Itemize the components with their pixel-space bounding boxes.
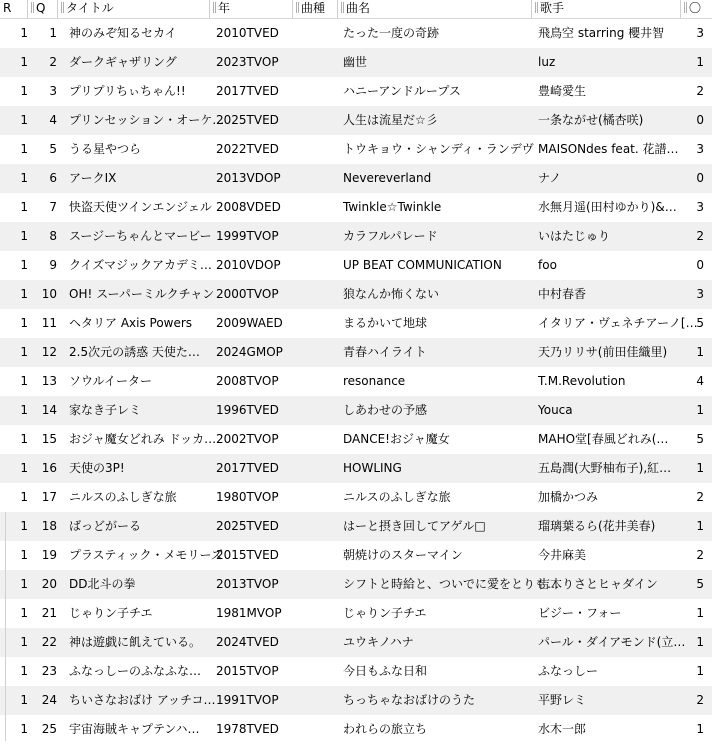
cell-o: 5	[696, 316, 704, 330]
table-row[interactable]	[0, 19, 712, 48]
cell-artist: 瑠璃葉るら(花井美春)	[538, 519, 656, 533]
table-row[interactable]	[0, 251, 712, 280]
cell-artist: ナノ	[538, 171, 562, 185]
cell-song: ハニーアンドループス	[343, 84, 461, 98]
cell-q: 16	[41, 461, 57, 475]
cell-o: 5	[696, 577, 704, 591]
cell-song: DANCE!おジャ魔女	[343, 432, 450, 446]
cell-title: 宇宙海賊キャプテンハ…	[69, 722, 200, 736]
cell-year: 2025TVED	[216, 519, 279, 533]
cell-o: 5	[696, 432, 704, 446]
table-row[interactable]	[0, 425, 712, 454]
column-grip-icon	[684, 2, 687, 13]
cell-song: 今日もふな日和	[343, 664, 428, 678]
column-label-q: Q	[36, 1, 46, 15]
column-grip-icon	[213, 2, 216, 13]
cell-year: 2008VDED	[216, 200, 281, 214]
cell-o: 2	[696, 84, 704, 98]
column-grip-icon	[61, 2, 64, 13]
cell-year: 2024GMOP	[216, 345, 283, 359]
cell-artist: 吉木りさとヒャダイン	[538, 577, 658, 591]
cell-q: 5	[49, 142, 57, 156]
cell-artist: 豊崎愛生	[538, 84, 587, 98]
cell-song: ユウキノハナ	[343, 635, 414, 649]
cell-year: 1991TVOP	[216, 693, 279, 707]
cell-title: うる星やつら	[69, 142, 142, 156]
cell-genre	[296, 483, 336, 512]
cell-o: 3	[696, 287, 704, 301]
cell-q: 4	[49, 113, 57, 127]
column-header-q[interactable]	[28, 0, 58, 18]
table-row[interactable]	[0, 280, 712, 309]
table-row[interactable]	[0, 686, 712, 715]
table-row[interactable]	[0, 454, 712, 483]
cell-title: 神は遊戯に飢えている。	[69, 635, 202, 649]
cell-year: 2002TVOP	[216, 432, 279, 446]
cell-o: 1	[696, 461, 704, 475]
cell-q: 20	[41, 577, 57, 591]
cell-year: 2010VDOP	[216, 258, 281, 272]
cell-r: 1	[20, 722, 28, 736]
cell-song: Nevereverland	[343, 171, 432, 185]
cell-artist: foo	[538, 258, 557, 272]
cell-o: 2	[696, 490, 704, 504]
table-row[interactable]	[0, 512, 712, 541]
column-header-o[interactable]	[681, 0, 712, 18]
cell-artist: 天乃リリサ(前田佳織里)	[538, 345, 668, 359]
table-row[interactable]	[0, 48, 712, 77]
cell-genre	[296, 715, 336, 744]
cell-title: クイズマジックアカデミ…	[69, 258, 212, 272]
cell-r: 1	[20, 258, 28, 272]
cell-q: 21	[41, 606, 57, 620]
cell-song: たった一度の奇跡	[343, 26, 440, 40]
row-divider	[5, 512, 6, 741]
cell-r: 1	[20, 229, 28, 243]
table-row[interactable]	[0, 657, 712, 686]
cell-artist: 水無月遥(田村ゆかり)&…	[538, 200, 677, 214]
cell-song: 幽世	[343, 55, 368, 69]
column-header-song[interactable]	[338, 0, 532, 18]
cell-genre	[296, 48, 336, 77]
cell-genre	[296, 135, 336, 164]
column-header-genre[interactable]	[293, 0, 338, 18]
cell-artist: 中村春香	[538, 287, 587, 301]
column-label-o: 〇	[689, 1, 702, 15]
cell-song: ニルスのふしぎな旅	[343, 490, 451, 504]
cell-genre	[296, 396, 336, 425]
cell-song: 狼なんか怖くない	[343, 287, 440, 301]
cell-o: 1	[696, 403, 704, 417]
cell-song: トウキョウ・シャンディ・ランデヴ	[343, 142, 534, 156]
table-row[interactable]	[0, 628, 712, 657]
cell-year: 2017TVED	[216, 84, 279, 98]
column-grip-icon	[31, 2, 34, 13]
column-header-title[interactable]	[58, 0, 210, 18]
cell-artist: Youca	[538, 403, 573, 417]
cell-genre	[296, 686, 336, 715]
cell-genre	[296, 599, 336, 628]
cell-q: 10	[41, 287, 57, 301]
cell-q: 12	[41, 345, 57, 359]
cell-year: 1999TVOP	[216, 229, 279, 243]
cell-song: 人生は流星だ☆彡	[343, 113, 438, 127]
cell-artist: luz	[538, 55, 556, 69]
cell-q: 11	[41, 316, 57, 330]
cell-genre	[296, 280, 336, 309]
cell-artist: いはたじゅり	[538, 229, 611, 243]
table-row[interactable]	[0, 222, 712, 251]
table-row[interactable]	[0, 106, 712, 135]
cell-r: 1	[20, 635, 28, 649]
cell-o: 1	[696, 55, 704, 69]
cell-o: 2	[696, 548, 704, 562]
table-row[interactable]	[0, 164, 712, 193]
cell-year: 2022TVED	[216, 142, 279, 156]
cell-q: 19	[41, 548, 57, 562]
cell-o: 3	[696, 142, 704, 156]
cell-title: 天使の3P!	[69, 461, 125, 475]
cell-genre	[296, 628, 336, 657]
cell-q: 22	[41, 635, 57, 649]
cell-year: 1978TVED	[216, 722, 279, 736]
cell-title: プラスティック・メモリーズ	[69, 548, 223, 562]
cell-r: 1	[20, 606, 28, 620]
cell-r: 1	[20, 345, 28, 359]
cell-artist: パール・ダイアモンド(立…	[538, 635, 686, 649]
cell-q: 8	[49, 229, 57, 243]
column-label-song: 曲名	[346, 1, 371, 15]
cell-r: 1	[20, 113, 28, 127]
cell-title: じゃりン子チエ	[69, 606, 153, 620]
cell-year: 2013TVOP	[216, 577, 279, 591]
cell-r: 1	[20, 316, 28, 330]
cell-artist: イタリア・ヴェネチアーノ[…	[538, 316, 698, 330]
cell-year: 2025TVED	[216, 113, 279, 127]
cell-artist: MAISONdes feat. 花譜…	[538, 142, 679, 156]
cell-genre	[296, 309, 336, 338]
cell-title: ソウルイーター	[69, 374, 153, 388]
cell-year: 1980TVOP	[216, 490, 279, 504]
cell-genre	[296, 541, 336, 570]
cell-q: 1	[49, 26, 57, 40]
table-row[interactable]	[0, 367, 712, 396]
cell-title: ばっどがーる	[69, 519, 142, 533]
cell-r: 1	[20, 548, 28, 562]
cell-year: 2009WAED	[216, 316, 283, 330]
cell-genre	[296, 19, 336, 48]
cell-r: 1	[20, 664, 28, 678]
cell-genre	[296, 425, 336, 454]
cell-artist: 今井麻美	[538, 548, 587, 562]
table-row[interactable]	[0, 135, 712, 164]
cell-q: 15	[41, 432, 57, 446]
cell-song: Twinkle☆Twinkle	[343, 200, 442, 214]
cell-r: 1	[20, 490, 28, 504]
table-row[interactable]	[0, 483, 712, 512]
cell-song: UP BEAT COMMUNICATION	[343, 258, 502, 272]
table-row[interactable]	[0, 193, 712, 222]
cell-o: 2	[696, 229, 704, 243]
cell-year: 2000TVOP	[216, 287, 279, 301]
cell-genre	[296, 222, 336, 251]
column-grip-icon	[296, 2, 299, 13]
column-header	[0, 0, 712, 19]
column-grip-icon	[341, 2, 344, 13]
cell-o: 4	[696, 374, 704, 388]
cell-title: DD北斗の拳	[69, 577, 136, 591]
cell-o: 1	[696, 606, 704, 620]
column-label-genre: 曲種	[301, 1, 326, 15]
cell-song: カラフルパレード	[343, 229, 438, 243]
cell-q: 25	[41, 722, 57, 736]
table-row[interactable]	[0, 338, 712, 367]
cell-r: 1	[20, 374, 28, 388]
cell-o: 1	[696, 635, 704, 649]
table-row[interactable]	[0, 541, 712, 570]
cell-r: 1	[20, 171, 28, 185]
cell-r: 1	[20, 577, 28, 591]
column-label-year: 年	[218, 1, 231, 15]
table-row[interactable]	[0, 599, 712, 628]
cell-r: 1	[20, 461, 28, 475]
table-row[interactable]	[0, 715, 712, 744]
cell-genre	[296, 454, 336, 483]
cell-artist: 一条ながせ(橘杏咲)	[538, 113, 644, 127]
cell-title: ちいさなおばけ アッチコ…	[69, 693, 216, 707]
table-row[interactable]	[0, 570, 712, 599]
cell-title: OH! スーパーミルクチャン	[69, 287, 215, 301]
cell-r: 1	[20, 200, 28, 214]
cell-song: われらの旅立ち	[343, 722, 428, 736]
table-row[interactable]	[0, 77, 712, 106]
cell-year: 1981MVOP	[216, 606, 282, 620]
cell-title: 家なき子レミ	[69, 403, 142, 417]
cell-genre	[296, 512, 336, 541]
cell-q: 7	[49, 200, 57, 214]
cell-artist: ビジー・フォー	[538, 606, 622, 620]
cell-title: 2.5次元の誘惑 天使た…	[69, 345, 200, 359]
cell-title: 神のみぞ知るセカイ	[69, 26, 177, 40]
column-label-artist: 歌手	[540, 1, 565, 15]
cell-genre	[296, 657, 336, 686]
cell-r: 1	[20, 84, 28, 98]
cell-r: 1	[20, 142, 28, 156]
cell-year: 2015TVOP	[216, 664, 279, 678]
column-header-artist[interactable]	[532, 0, 681, 18]
column-header-r[interactable]	[0, 0, 28, 18]
column-grip-icon	[535, 2, 538, 13]
cell-r: 1	[20, 287, 28, 301]
cell-q: 6	[49, 171, 57, 185]
cell-artist: 水木一郎	[538, 722, 587, 736]
cell-title: ヘタリア Axis Powers	[69, 316, 193, 330]
cell-q: 13	[41, 374, 57, 388]
cell-year: 2015TVED	[216, 548, 279, 562]
cell-r: 1	[20, 432, 28, 446]
column-label-r: R	[3, 1, 12, 15]
cell-o: 2	[696, 693, 704, 707]
cell-title: スージーちゃんとマービー	[69, 229, 212, 243]
cell-year: 1996TVED	[216, 403, 279, 417]
cell-song: しあわせの予感	[343, 403, 428, 417]
row-container	[0, 19, 712, 744]
cell-year: 2010TVED	[216, 26, 279, 40]
cell-song: 青春ハイライト	[343, 345, 427, 359]
cell-o: 0	[696, 258, 704, 272]
cell-artist: MAHO堂[春風どれみ(…	[538, 432, 669, 446]
cell-song: resonance	[343, 374, 406, 388]
cell-year: 2013VDOP	[216, 171, 281, 185]
cell-genre	[296, 193, 336, 222]
cell-song: HOWLING	[343, 461, 402, 475]
cell-song: はーと摂き回してアゲル□	[343, 519, 486, 533]
cell-song: まるかいて地球	[343, 316, 428, 330]
cell-song: シフトと時給と、ついでに愛をとりも…	[343, 577, 560, 591]
cell-genre	[296, 367, 336, 396]
cell-year: 2017TVED	[216, 461, 279, 475]
cell-artist: ふなっしー	[538, 664, 599, 678]
cell-r: 1	[20, 693, 28, 707]
cell-artist: 五島潤(大野柚布子),紅…	[538, 461, 672, 475]
cell-o: 0	[696, 113, 704, 127]
cell-title: 快盗天使ツインエンジェル	[69, 200, 212, 214]
cell-title: プリプリちぃちゃん!!	[69, 84, 186, 98]
cell-r: 1	[20, 403, 28, 417]
cell-r: 1	[20, 26, 28, 40]
cell-year: 2008TVOP	[216, 374, 279, 388]
cell-o: 0	[696, 171, 704, 185]
cell-genre	[296, 251, 336, 280]
cell-title: ふなっしーのふなふな…	[69, 664, 202, 678]
cell-q: 17	[41, 490, 57, 504]
cell-r: 1	[20, 519, 28, 533]
cell-genre	[296, 164, 336, 193]
cell-song: ちっちゃなおばけのうた	[343, 693, 476, 707]
cell-artist: 平野レミ	[538, 693, 587, 707]
cell-year: 2023TVOP	[216, 55, 279, 69]
cell-year: 2024TVED	[216, 635, 279, 649]
cell-title: プリンセッション・オーケ…	[69, 113, 225, 127]
cell-artist: 加橋かつみ	[538, 490, 599, 504]
cell-o: 1	[696, 345, 704, 359]
cell-o: 1	[696, 519, 704, 533]
cell-o: 1	[696, 664, 704, 678]
cell-title: おジャ魔女どれみ ドッカ…	[69, 432, 217, 446]
cell-o: 3	[696, 200, 704, 214]
table-row[interactable]	[0, 396, 712, 425]
cell-artist: 飛鳥空 starring 櫻井智	[538, 26, 665, 40]
cell-title: ニルスのふしぎな旅	[69, 490, 177, 504]
table-row[interactable]	[0, 309, 712, 338]
cell-song: 朝焼けのスターマイン	[343, 548, 463, 562]
cell-title: アークIX	[69, 171, 117, 185]
cell-o: 3	[696, 26, 704, 40]
cell-o: 1	[696, 722, 704, 736]
cell-q: 9	[49, 258, 57, 272]
cell-genre	[296, 338, 336, 367]
cell-q: 23	[41, 664, 57, 678]
cell-q: 2	[49, 55, 57, 69]
cell-q: 3	[49, 84, 57, 98]
cell-r: 1	[20, 55, 28, 69]
cell-q: 14	[41, 403, 57, 417]
cell-q: 18	[41, 519, 57, 533]
cell-genre	[296, 106, 336, 135]
cell-genre	[296, 570, 336, 599]
cell-song: じゃりン子チエ	[343, 606, 427, 620]
column-header-year[interactable]	[210, 0, 293, 18]
cell-q: 24	[41, 693, 57, 707]
cell-title: ダークギャザリング	[69, 55, 177, 69]
column-label-title: タイトル	[66, 1, 114, 15]
cell-genre	[296, 77, 336, 106]
cell-artist: T.M.Revolution	[538, 374, 626, 388]
